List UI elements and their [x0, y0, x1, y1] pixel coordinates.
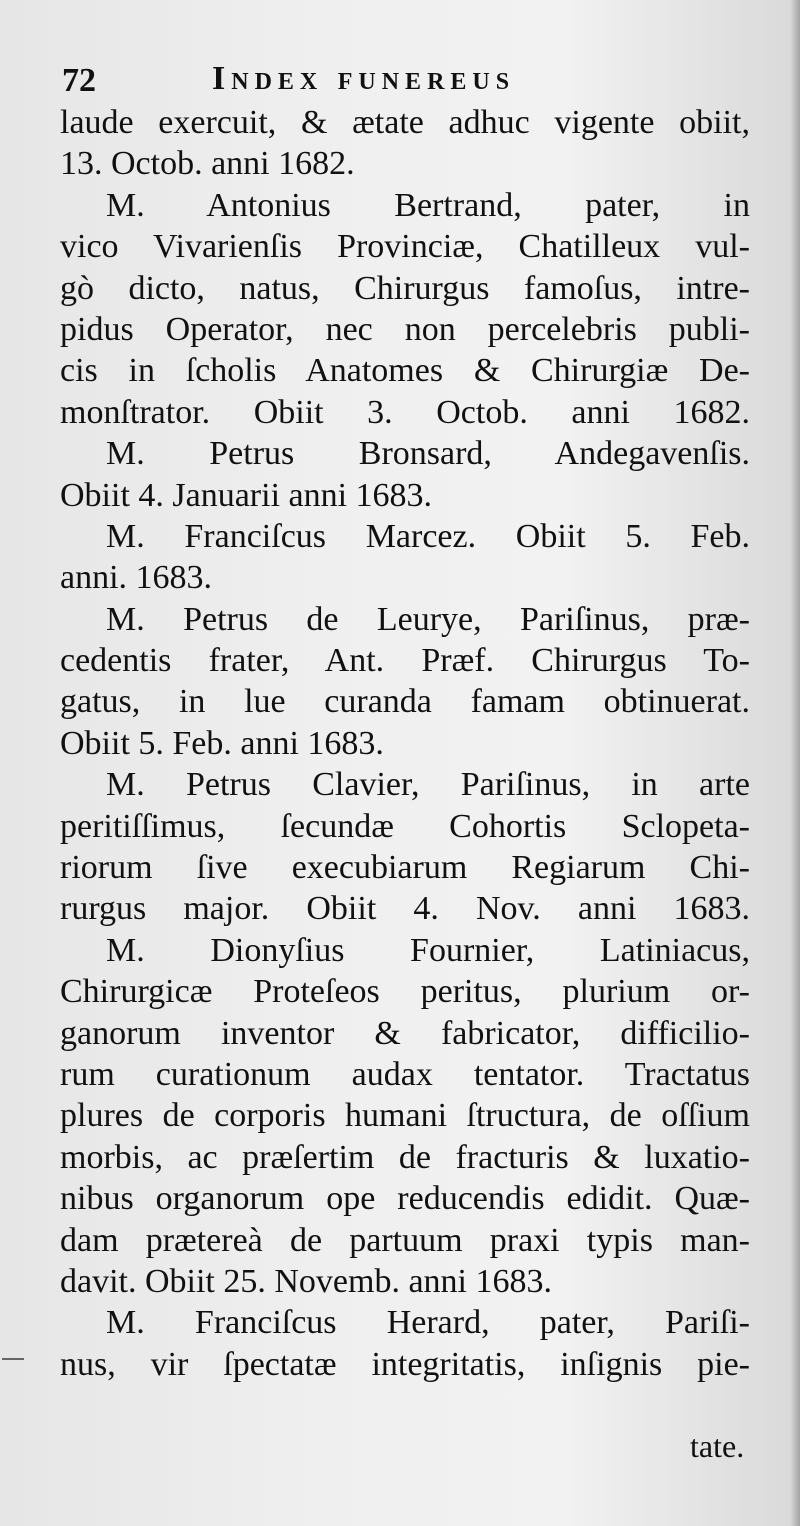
- text-line: cedentis frater, Ant. Præf. Chirurgus To-: [60, 642, 750, 680]
- text-line: cis in ſcholis Anatomes & Chirurgiæ De-: [60, 352, 750, 390]
- text-line: rurgus major. Obiit 4. Nov. anni 1683.: [60, 890, 750, 928]
- page-number: 72: [62, 62, 96, 99]
- text-line: laude exercuit, & ætate adhuc vigente obiit,: [60, 104, 750, 141]
- running-title: Index funereus: [212, 60, 516, 97]
- text-line: dam prætereà de partuum praxi typis man-: [60, 1221, 750, 1259]
- text-line: nus, vir ſpectatæ integritatis, inſignis pie-: [60, 1345, 750, 1383]
- text-line: monſtrator. Obiit 3. Octob. anni 1682.: [60, 393, 750, 431]
- text-line: vico Vivarienſis Provinciæ, Chatilleux vul-: [60, 228, 750, 266]
- text-line: nibus organorum ope reducendis edidit. Quæ-: [60, 1180, 750, 1218]
- text-line: M. Petrus Bronsard, Andegavenſis.: [106, 435, 750, 473]
- text-line: 13. Octob. anni 1682.: [60, 145, 355, 183]
- text-line: riorum ſive execubiarum Regiarum Chi-: [60, 849, 750, 887]
- page-shadow-edge: [790, 0, 800, 1526]
- text-line: gò dicto, natus, Chirurgus famoſus, intre-: [60, 269, 750, 307]
- text-line: M. Dionyſius Fournier, Latiniacus,: [106, 931, 750, 969]
- text-line: M. Petrus Clavier, Pariſinus, in arte: [106, 766, 750, 804]
- text-line: morbis, ac præſertim de fracturis & luxatio-: [60, 1138, 750, 1176]
- text-line: rum curationum audax tentator. Tractatus: [60, 1055, 750, 1093]
- text-line: gatus, in lue curanda famam obtinuerat.: [60, 683, 750, 721]
- text-line: Obiit 4. Januarii anni 1683.: [60, 476, 433, 514]
- text-line: M. Franciſcus Herard, pater, Pariſi-: [106, 1304, 750, 1342]
- text-line: ganorum inventor & fabricator, difficilio-: [60, 1014, 750, 1052]
- body-text: [60, 102, 750, 1385]
- text-line: plures de corporis humani ſtructura, de oſſium: [60, 1097, 750, 1135]
- margin-mark: [2, 1358, 24, 1360]
- catchword: tate.: [690, 1428, 745, 1464]
- text-line: Chirurgicæ Proteſeos peritus, plurium or-: [60, 973, 750, 1011]
- text-line: Obiit 5. Feb. anni 1683.: [60, 724, 384, 762]
- text-line: M. Antonius Bertrand, pater, in: [106, 186, 750, 224]
- text-line: davit. Obiit 25. Novemb. anni 1683.: [60, 1262, 553, 1300]
- text-line: anni. 1683.: [60, 559, 213, 597]
- text-line: peritiſſimus, ſecundæ Cohortis Sclopeta-: [60, 807, 750, 845]
- text-line: pidus Operator, nec non percelebris publi-: [60, 310, 750, 348]
- text-line: M. Petrus de Leurye, Pariſinus, præ-: [106, 600, 750, 638]
- text-line: M. Franciſcus Marcez. Obiit 5. Feb.: [106, 517, 750, 555]
